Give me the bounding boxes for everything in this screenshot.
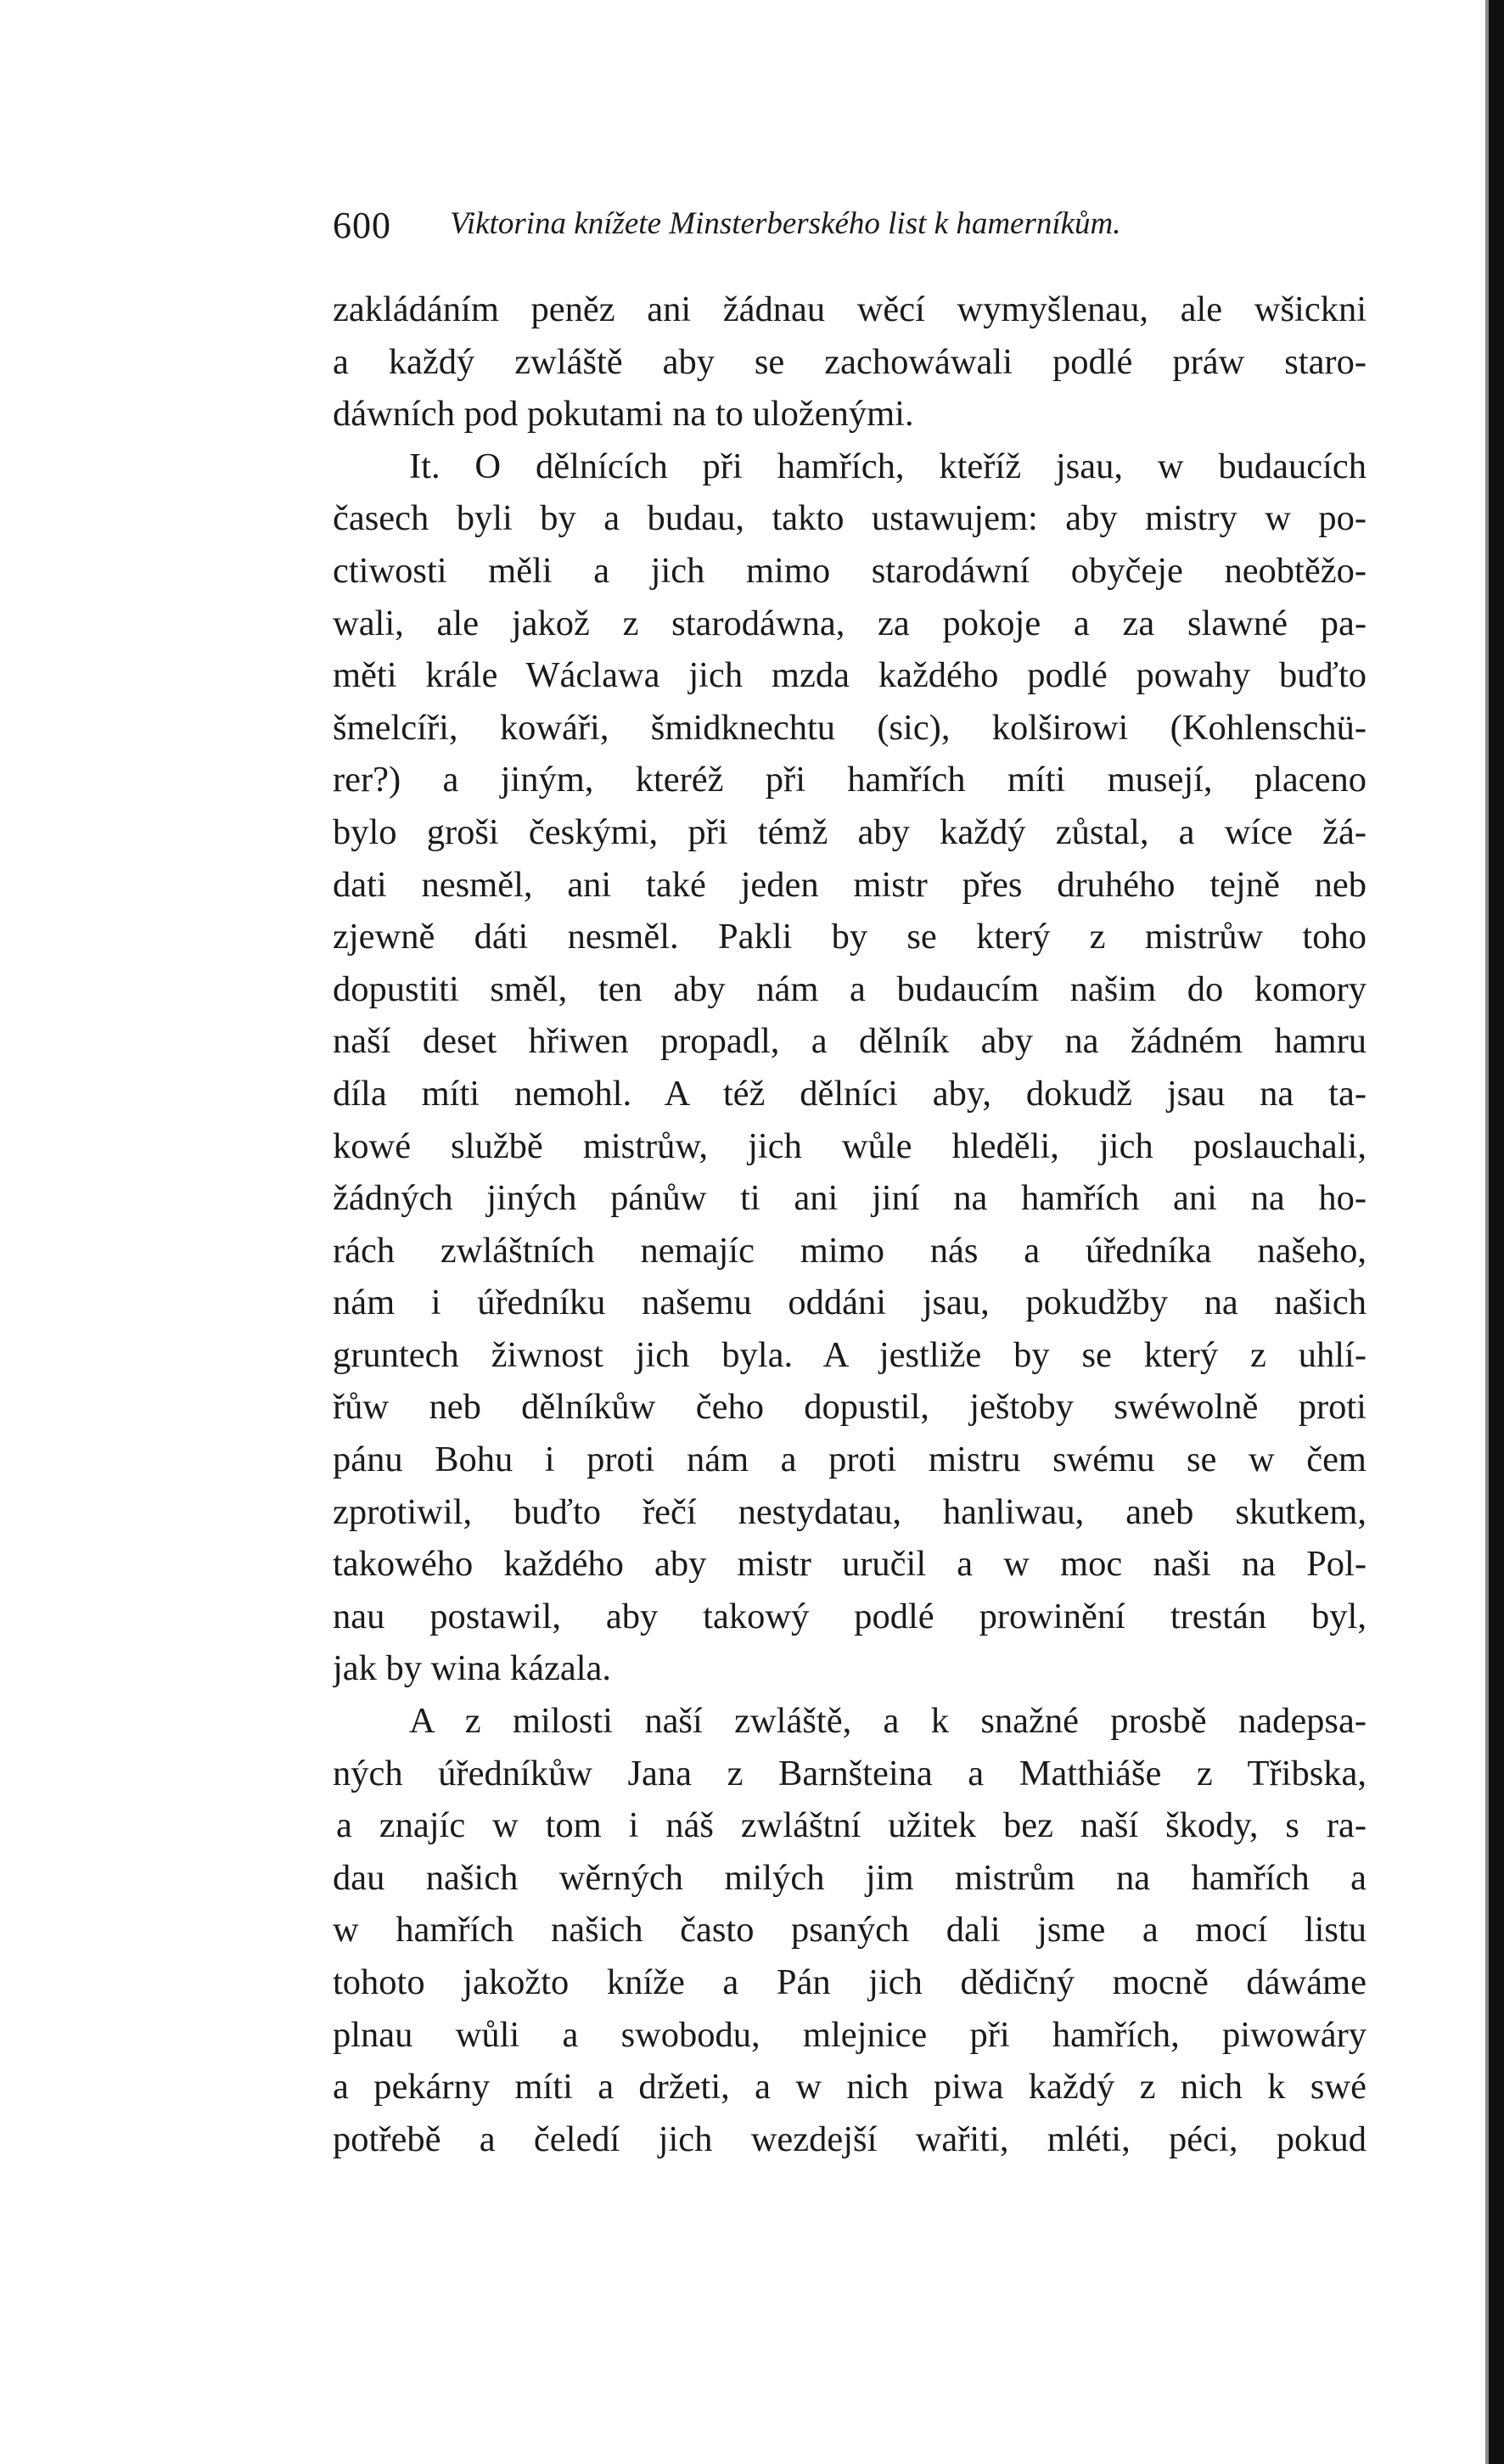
text-line: It. O dělnících při hamřích, kteříž jsau, w budaucích [409,446,1367,486]
text-line: nám i úředníku našemu oddáni jsau, pokudžby na našich [333,1283,1367,1323]
text-line: zakládáním peněz ani žádnau wěcí wymyšlenau, ale wšickni [333,289,1367,329]
body-text [333,283,1367,2165]
text-line: takowého každého aby mistr uručil a w moc naši na Pol- [333,1544,1367,1585]
text-line: dáwních pod pokutami na to uloženými. [333,394,914,435]
text-line: dau našich wěrných milých jim mistrům na hamřích a [333,1857,1367,1898]
text-line: zprotiwil, buďto řečí nestydatau, hanliwau, aneb skutkem, [333,1491,1367,1532]
text-line: tohoto jakožto kníže a Pán jich dědičný mocně dáwáme [333,1962,1367,2002]
text-line: gruntech žiwnost jich byla. A jestliže by se který z uhlí- [333,1334,1367,1375]
text-line: plnau wůli a swobodu, mlejnice při hamřích, piwowáry [333,2014,1367,2055]
text-line: nau postawil, aby takowý podlé prowinění trestán byl, [333,1596,1367,1636]
text-line: časech byli by a budau, takto ustawujem: aby mistry w po- [333,498,1367,539]
text-line: řůw neb dělníkůw čeho dopustil, ještoby swéwolně proti [333,1387,1367,1428]
text-line: a pekárny míti a držeti, a w nich piwa každý z nich k swé [333,2067,1367,2108]
text-line: potřebě a čeledí jich wezdejší wařiti, mléti, péci, pokud [333,2119,1367,2159]
text-line: wali, ale jakož z starodáwna, za pokoje a za slawné pa- [333,603,1367,643]
running-title: Viktorina knížete Minsterberského list k hamerníkům. [450,206,1121,241]
text-line: a znajíc w tom i náš zwláštní užitek bez naší škody, s ra- [336,1805,1367,1846]
text-line: kowé službě mistrůw, jich wůle hleděli, jich poslauchali, [333,1125,1367,1166]
text-line: pánu Bohu i proti nám a proti mistru swému se w čem [333,1440,1367,1480]
text-line: A z milosti naší zwláště, a k snažné prosbě nadepsa- [409,1701,1367,1742]
text-line: šmelcíři, kowáři, šmidknechtu (sic), kolširowi (Kohlenschü- [333,707,1367,748]
text-line: zjewně dáti nesměl. Pakli by se který z mistrůw toho [333,917,1367,957]
text-line: w hamřích našich často psaných dali jsme a mocí listu [333,1910,1367,1950]
text-line: a každý zwláště aby se zachowáwali podlé práw staro- [333,341,1367,382]
text-line: rer?) a jiným, kteréž při hamřích míti musejí, placeno [333,760,1367,800]
text-line: díla míti nemohl. A též dělníci aby, dokudž jsau na ta- [333,1073,1367,1114]
text-line: měti krále Wáclawa jich mzda každého podlé powahy buďto [333,655,1367,696]
text-line: ctiwosti měli a jich mimo starodáwní obyčeje neobtěžo- [333,550,1367,591]
text-line: ných úředníkůw Jana z Barnšteina a Matthiáše z Třibska, [333,1753,1367,1793]
text-line: jak by wina kázala. [333,1648,612,1689]
text-line: dati nesměl, ani také jeden mistr přes druhého tejně neb [333,864,1367,905]
text-line: bylo groši českými, při témž aby každý zůstal, a wíce žá- [333,811,1367,852]
scan-edge [1489,0,1504,2464]
text-line: dopustiti směl, ten aby nám a budaucím našim do komory [333,968,1367,1009]
page-header [333,197,1367,256]
book-page [333,0,1367,2464]
text-line: naší deset hřiwen propadl, a dělník aby na žádném hamru [333,1021,1367,1062]
text-line: žádných jiných pánůw ti ani jiní na hamřích ani na ho- [333,1178,1367,1219]
page-number: 600 [333,205,391,246]
text-line: rách zwláštních nemajíc mimo nás a úředníka našeho, [333,1230,1367,1271]
